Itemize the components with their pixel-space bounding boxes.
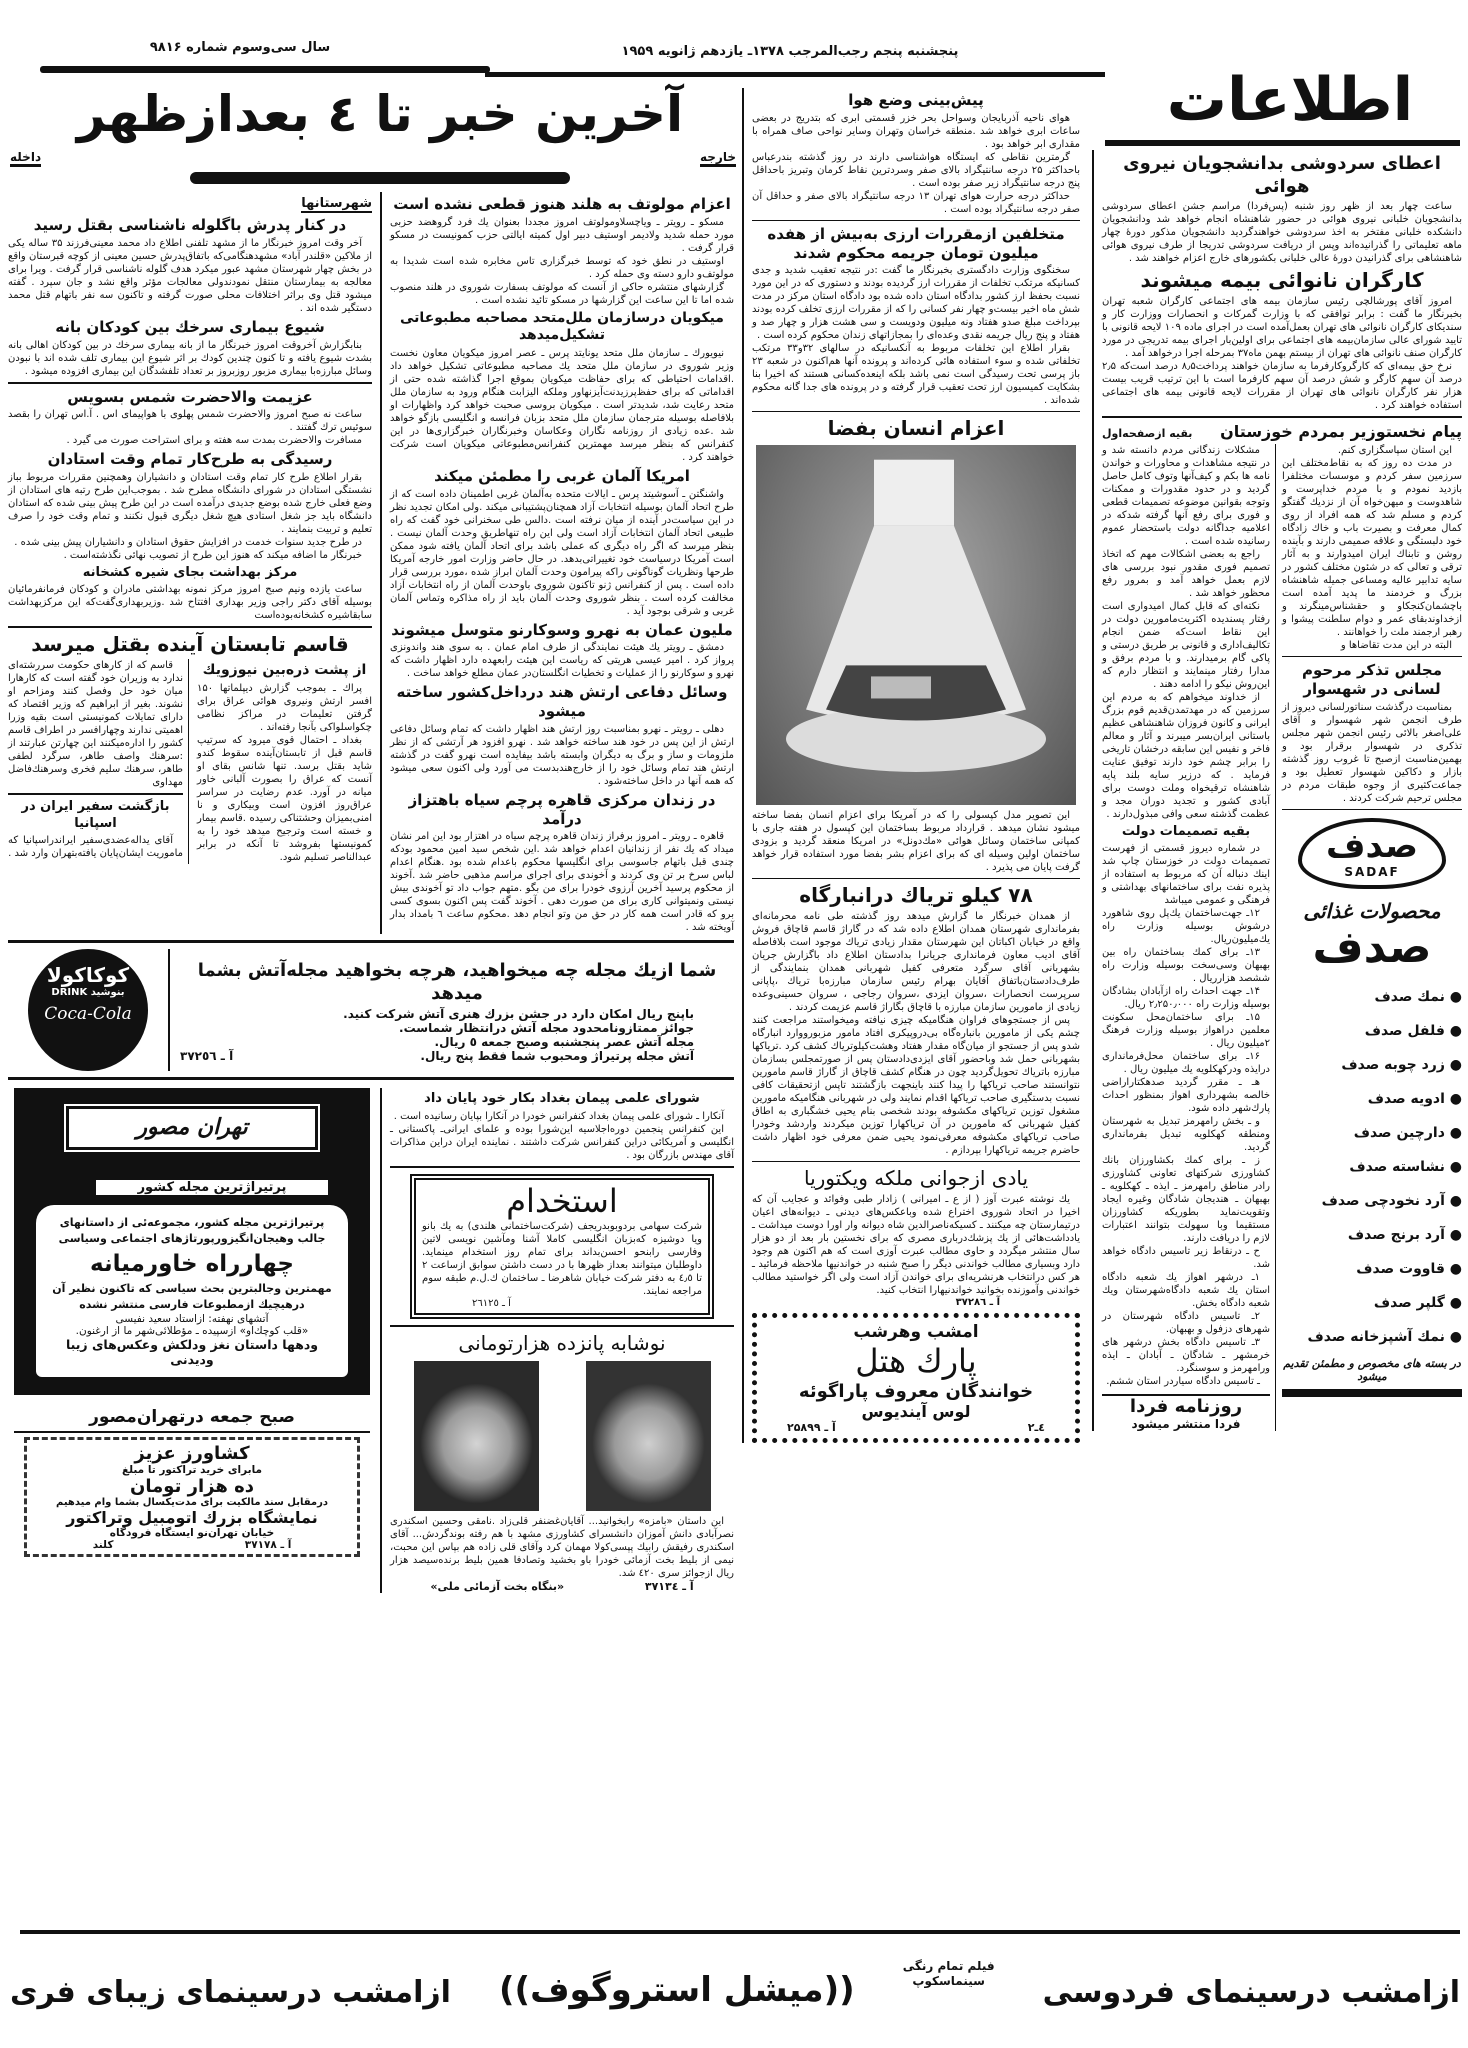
center-news (382, 192, 734, 934)
article-paragraph: مسافرت والاحضرت بمدت سه هفته و برای استراحت صورت می گیرد . (66, 435, 362, 447)
section-rule (752, 411, 1080, 412)
atash-line: باپنج ریال امکان دارد در جشن بزرك هنری آتش شرکت کنید. (343, 1007, 694, 1022)
section-rule (8, 382, 372, 384)
sadaf-ad (1282, 818, 1462, 1398)
product-item: ● فلفل صدف (1364, 1023, 1462, 1040)
space-capsule-photo (756, 445, 1076, 805)
section-rule (390, 1166, 734, 1168)
headline-bar (190, 172, 570, 184)
ad-code: آ ـ ۳۷۱۷۸ (244, 1539, 292, 1551)
article-title: در کنار پدرش باگلوله ناشناسی بقتل رسید (33, 216, 347, 234)
tractor-amount: ده هزار تومان (130, 1476, 254, 1497)
tomorrow-title: روزنامه فردا (1129, 1396, 1243, 1418)
article-paragraph: گزارشهای منتشره حاکی از آنست که مولوتف بسفارت شوروی در هلند منصوب شده اما تا این ساعت این گزارشها در مسکو تائید نشده است . (390, 281, 734, 306)
footer-rule (20, 1930, 1460, 1934)
masthead-logo: اطلاعات (1166, 65, 1414, 135)
article-paragraph: گرمترین نقاطی که ایستگاه هواشناسی دارند در روز گذشته بندرعباس باحداکثر ۲۵ درجه سانتیگراد بالای صفر وسردترین نقاط کرمان وتبریز باحداقل پنج درجه سانتیگراد زیر صفر بوده است . (752, 151, 1080, 189)
park-hotel-line2: خوانندگان معروف پاراگوئه (798, 1380, 1034, 1402)
column-divider (168, 949, 170, 1071)
article-paragraph: دمشق ـ رویتر یك هیئت نمایندگی از طرف امام عمان . به سوی هند واندونزی پرواز کرد . امیر عیسی هریتی که ریاست این هیئت رابعهده دارد اظهار داشت که نهرو و سوکارنو را از عملیات و تخطیات انگلستان‌در عمان مطلع خواهد ساخت . (390, 642, 734, 680)
drink-fa: بنوشید (90, 987, 125, 999)
article-paragraph: نکته‌ای که قابل کمال امیدواری است رفتار پسندیده اکثریت‌مامورین دولت در این نقاط است‌که ضمن انجام تکالیف‌اداری و قانونی بر طریق درستی و پاکی گام برمیدارند. و با مردم برفق و مدارا رفتار مینمایند و انتظار دارم که این‌روش نیکو را ادامه دهند . (1102, 601, 1270, 690)
article-title: مرکز بهداشت بجای شیره کشخانه (82, 565, 298, 580)
headline-banner: آخرین خبر تا ٤ بعدازظهر (76, 85, 684, 143)
cinema-banner (10, 1940, 1460, 2010)
article-paragraph: آنکارا ـ شورای علمی پیمان بغداد کنفرانس خودرا در آنکارا بپایان رسانیده است . (393, 1110, 724, 1122)
cocacola-ad (28, 949, 148, 1071)
article-title: کارگران نانوائی بیمه میشوند (1140, 268, 1424, 292)
estekhdam-title: استخدام (506, 1181, 618, 1220)
article-title: ملیون عمان به نهرو وسوکارنو متوسل میشوند (391, 620, 733, 639)
tractor-signature: کلند (92, 1539, 114, 1551)
article-paragraph: حداکثر درجه حرارت هوای تهران ۱۳ درجه سانتیگراد بالای صفر و حداقل آن صفر درجه سانتیگراد بوده است . (752, 190, 1080, 215)
article-title: متخلفین ازمقررات ارزی به‌بیش از هفده میلیون تومان جریمه محکوم شدند (767, 224, 1065, 262)
product-item: ● ادویه صدف (1367, 1091, 1462, 1108)
banner-tag: فیلم تمام رنگی (902, 1959, 995, 1974)
khuzestan-header (1102, 422, 1462, 441)
article-paragraph: راجع به بعضی اشکالات مهم که اتخاذ تصمیم فوری مقدور نبود بررسی های لازم بعمل خواهد آمد و بمرور رفع محظور خواهد شد . (1102, 549, 1270, 599)
ad-band (8, 943, 734, 1077)
article-title: قاسم تابستان آینده بقتل میرسد (31, 632, 349, 657)
section-rule (8, 1077, 734, 1080)
date-line: پنجشنبه پنجم رجب‌المرجب ۱۳۷۸ـ یازدهم ژانویه ۱۹۵۹ (621, 44, 959, 59)
article-paragraph: هـ ـ مقرر گردید صدهکتاراراضی خالصه بشهرداری اهواز بمنظور احداث پارك‌شهر داده شود. (1102, 1077, 1270, 1115)
section-rule (8, 626, 372, 628)
section-label: شهرستانها (301, 196, 372, 211)
article-paragraph: ۱۶ـ برای ساختمان محل‌فرمانداری درایذه ودرکهکلویه یك میلیون ریال . (1102, 1051, 1270, 1076)
product-item: ● زرد چوبه صدف (1341, 1057, 1462, 1074)
article-paragraph: این کنفرانس پنجمین دوره‌اجلاسیه این‌شورا بوده و علمای ایرانی‌ـ پاکستانی ـ انگلیسی و آمریکائی دراین کنفرانس شرکت داشتند . نماینده ایران دراین مذاکرات آقای مهندس بازرگان بود . (390, 1123, 734, 1161)
article-title: عزیمت والاحضرت شمس بسویس (67, 387, 313, 406)
article-paragraph: در مدت ده روز که به نقاط‌مختلف این سرزمین سفر کردم و موسسات مختلفرا بازدید نمودم و با مردم خداپرست و شاهدوست و میهن‌خواه آن از نزدیك گفتگو کردم و مسلم شد که همه افراد از روی کمال معرفت و بصیرت باب و خاك زادگاه خود دلبستگی و علاقه صمیمی دارند و بآینده روشن و تابناك ایران امیدوارند و به آثار ترقی و تعالی که در شئون مختلف کشور در سایه تدابیر عالیه ومساعی جمیله شاهنشاه بزرگ و خردمند ما پدید آمده است باچشمان‌کنجکاو و حقشناس‌مینگرند و ازخداوندبقای عمر و دوام سلطنت پیشوا و رهبر ارجمند ملت را خواهانند . (1282, 458, 1462, 638)
lottery-org: «بنگاه بخت آزمائی ملی» (430, 1579, 565, 1593)
product-item: ● آرد نخودچی صدف (1321, 1193, 1462, 1210)
atash-title: شما ازیك مجله چه میخواهید، هرچه بخواهید مجله‌آتش بشما میدهد (197, 960, 717, 1004)
park-hotel-line1: امشب وهرشب (853, 1322, 979, 1343)
tractor-address: خیابان تهران‌نو ایستگاه فرودگاه (109, 1527, 275, 1539)
article-paragraph: پراك ـ بموجب گزارش دیپلماتها ۱۵۰ افسر ارتش ونیروی هوائی عراق برای گرفتن تعلیمات در مراکز نظامی چکواسلواکی بآنجا رفته‌اند . (197, 682, 372, 733)
tehran-mosavar-banner: پرتیراژترین مجله کشور (96, 1180, 328, 1195)
tractor-line1: مابرای خرید تراکتور تا مبلغ (121, 1464, 263, 1476)
tm-desc: مهمترین وجالبترین بحث سیاسی که تاکنون نظیر آن درهیچیك ازمطبوعات فارسی منتشر نشده (52, 1282, 332, 1312)
article-title: رسیدگی به طرح‌کار تمام وقت استادان (47, 450, 333, 469)
article-paragraph: ـ تاسیس دادگاه سیاردر استان ششم. (1106, 1376, 1260, 1388)
tractor-ad (24, 1437, 360, 1557)
article-paragraph: ۳ـ تاسیس دادگاه بخش درشهر های خرمشهر ـ شادگان ـ آبادان ـ ایذه ورامهرمز و سوسنگرد. (1102, 1337, 1270, 1375)
article-paragraph: البته در این مدت تقاضاها و (1340, 640, 1452, 651)
article-paragraph: ۱۲ـ جهت‌ساختمان یك‌پل روی شاهورد درشوش بوسیله وزارت راه یك‌میلیون‌ریال. (1102, 908, 1270, 946)
tm-item: آتشهای نهفته: ازاستاد سعید نفیسی (115, 1313, 269, 1325)
article-paragraph: از همدان خبرنگار ما گزارش میدهد روز گذشته طی نامه محرمانه‌ای بفرمانداری شهرستان همدان اطلاع داده شد که در گاراژ قاسم قاچاق فروش واقع در خیابان اکباتان این شهرستان مقدار زیادی تریاك موجود است بلافاصله آقای ادیب معاون فرمانداری جریانرا بدادستان اطلاع داد باگزارش جریان بشهربانی آقای سرگرد متعرفی کفیل شهربانی همدان بنمایندگی از طرف‌دادستان‌باتفاق آقایان بهرام رئیس سازمان مبارزه‌با تریاك ،پاپانی سرپرست انحصارات ،سروان ایزدی ،سروان رجاجی ، سروان حسینی‌وعده زیادی از مامورین سازمان مبارزه با قاچاق بگاراژ قاسم عزیمت کردند . (752, 911, 1080, 1014)
article-title: وسائل دفاعی ارتش هند درداخل‌کشور ساخته میشود (396, 683, 728, 720)
article-paragraph: بنابگزارش آخروقت امروز خبرنگار ما از بانه بیماری سرخك در بین کودکان اهالی بانه بشدت شیوع یافته و تا کنون چندین کودك بر اثر شیوع این بیماری تلف شده اند با نبودن وسائل مبارزه‌با بیماری مزبور روزبروز بر تعداد تلفشدگان این بیماری افزوده میشود . (8, 339, 372, 377)
lottery-title: نوشابه پانزده هزارتومانی (458, 1330, 666, 1355)
khuzestan-col-a (1282, 444, 1462, 1431)
tm-feature: چهارراه خاورمیانه (90, 1251, 294, 1278)
article-title: پیام نخستوزیر بمردم خوزستان (1220, 422, 1462, 441)
section-rule (752, 1161, 1080, 1162)
article-title: در زندان مرکزی قاهره پرچم سیاه باهتزاز درآمد (408, 790, 716, 828)
sadaf-logo-fa: صدف (1326, 825, 1418, 866)
article-paragraph: ز ـ برای کمك بکشاورزان بانك کشاورزی شرکتهای تعاونی کشاورزی رادر مناطق رامهرمز ـ ایذه ـ کهکلویه ـ بهبهان ـ هندیجان شادگان وغیره ایجاد وتقویت‌نماید بطوریکه کشاورزان مستقیما وبا سهولت بتوانند اعتبارات لازم را دریافت دارند. (1102, 1155, 1270, 1245)
estekhdam-body: شرکت سهامی بردوبوبدریجف (شرکت‌ساختمانی هلندی) به یك بانو ویا دوشیزه که‌بزبان انگلیسی کاملا آشنا ومآشین نویسی لاتین وفارسی رابنحو احسن‌بداند برای تمام روز استخدام مینماید. داوطلبان میتوانند بعداز ظهرها با در دست داشتن سوابق ازساعت ۲ تا ٤٫٥ به دفتر شرکت خیابان شاهرضا ـ ساختمان ك.ل.م طبقه سوم مراجعه نمایند. (422, 1220, 702, 1297)
issue-line: سال سی‌وسوم شماره ۹۸۱۶ (149, 40, 331, 55)
capsule-illustration (756, 445, 1076, 805)
park-hotel-name: پارك هتل (855, 1342, 977, 1381)
article-paragraph: پس از جستجوهای فراوان هنگامیکه چیزی نیافته ومیخواستند مراجعت کنند چشم یکی از مامورین بانباره‌گاه بی‌درو‌پیکری افتاد مامور مزبورووارد انبارگاه شدو پس از جستجو از میان‌گاه مقدار هفتاد وهشت‌کیلوتریاك کشف کرد .تریاکها بشهربانی حمل شد وباحضور آقای ایزدی‌دادستان پس از صورتمجلس بسازمان مبارزه باتریاك تحویل‌گردید چون در هنگام کشف قاچاق از گاراژ قاسم مامورین نتوانستند صاحب تریاکها را پیدا کنند باینجهت بازگشتند تاپس ازتحقیقات کافی نسبت بدستگیری صاحب تریاکها اقدام نمایند ولی در شهربانی هنگامیکه مامورین مشغول توزین تریاکهای مکشوفه بودند شخصی بنام یحیی خشگباری به اطاق کفیل شهربانی که مامورین در آن تریاکهارا توزین میکردند واردشد وخودرا صاحب تریاکهای مکشوفه معرفی‌نمود یحیی ضمن معرفی خود اظهار داشت حاضرم جریمه تریاکهارا بپردازم . (752, 1015, 1080, 1157)
article-paragraph: آخر وقت امروز خبرنگار ما از مشهد تلفنی اطلاع داد محمد معینی‌فرزند ۳۵ ساله یکی از ملاکین «قلندر آباد» مشهدهنگامی‌که باتفاق‌پدرش حسین معینی از کوچه قبرستان واقع در بخش چهار شهرستان مشهد عبور میکرد هدف گلوله ناشناسی قرار گرفت . ویرا برای معالجه به بیمارستان منتقل نمودندولی معالجات مؤثر واقع نشد و جان سپرد . گفته میشود قتل وی براثر اختلافات محلی صورت گرفته و تاکنون سه نفر باتهام قتل محمد دستگیر شده اند . (8, 237, 372, 314)
atash-line: آتش مجله پرتیراژ ومحبوب شما فقط پنج ریال. (420, 1049, 694, 1064)
qasim-col-b (8, 659, 189, 864)
masthead-rule (1105, 140, 1460, 146)
left-ads (8, 1088, 382, 1593)
article-paragraph: از خداوند میخواهم که به مردم این سرزمین که در مهدتمدن‌قدیم قوم بزرگ ایرانی و کانون فروزان شاهنشاهی عظیم باستانی ایران‌بسر میبرند و آثار و معالم فاخر و نفیس این سابقه درخشان تاریخی را برابر چشم خود دارند توفیق عنایت فرماید . که درزیر سایه بلند پایه شاهنشاه ترقیخواه وملت دوست برای آبادی کشور و تجدید دوران مجد و عظمت گذشته سعی وافی مبذول‌دارند . (1101, 692, 1270, 820)
right-column (1092, 150, 1462, 1431)
article-paragraph: و ـ بخش رامهرمز تبدیل به شهرستان ومنطقه کهکلویه تبدیل بفرمانداری گردید. (1102, 1116, 1270, 1154)
article-title: اعطای سردوشی بدانشجویان نیروی هوائی (1123, 153, 1441, 197)
continued-label: بقیه ازصفحه‌اول (1102, 427, 1193, 440)
atash-line: جوائز ممتازونامحدود مجله آتش درانتظار شماست. (399, 1021, 694, 1036)
article-title: اعزام مولوتف به هلند هنوز قطعی نشده است (393, 195, 731, 213)
article-paragraph: اوستیف در نطق خود که توسط خبرگزاری تاس مخابره شده است شدیدا به مولوتف‌و دارو دسته وی حمله کرد . (390, 255, 734, 280)
article-paragraph: بمناسبت درگذشت سناتورلسانی دیروز از طرف انجمن شهر شهسوار و آقای علی‌اصغر بالائی رئیس انجمن شهر مجلس تذکری در شهسوار برقرار بود و بهمین‌مناسبت ازصبح تا غروب روز گذشته بازار و دکاکین شهسوار تعطیل بود و جماعت‌کثیری از وجوه طبقات مردم در مجلس ترحیم شرکت کردند . (1282, 701, 1462, 804)
article-title: شورای علمی پیمان بغداد بکار خود پایان داد (424, 1091, 700, 1107)
article-paragraph: خبرنگار ما اضافه میکند که هنوز این طرح از تصویب نهائی نگذشته‌است . (63, 550, 362, 561)
section-rule (1282, 809, 1462, 810)
sadaf-tagline: محصولات غذائی (1303, 898, 1441, 923)
article-title: پیش‌بینی وضع هوا (848, 91, 984, 109)
middle-ads (382, 1088, 734, 1593)
ad-code: آ ـ ۳۷۲٥٦ (180, 1049, 234, 1064)
article-title: مجلس تذکر مرحوم لسانی در شهسوار (1301, 661, 1443, 698)
article-title: امریکا آلمان غربی را مطمئن میکند (434, 466, 690, 485)
article-paragraph: ساعت چهار بعد از ظهر روز شنبه (پس‌فردا) مراسم جشن اعطای سردوشی بدانشجویان خلبانی نیروی هوائی در حضور شاهنشاه انجام خواهد شد ودانشجویان دانشکده خلبانی مفتخر به اخذ سردوشی خواهندگردید دانشجویان مذکور دورهٔ چهار ماهه تعلیماتی را گذرانیده‌اند وپس از دریافت سردوشی تدریجا از طرف نیروی هوائی شاهنشاهی برای گذرانیدن دورهٔ عالی خلبانی بکشورهای خارج اعزام خواهند شد . (1102, 201, 1462, 264)
article-title: بازگشت سفیر ایران در اسپانیا (21, 799, 170, 831)
article-paragraph: یك نوشته عبرت آوز ( از ع ـ امیرانی ) زادار طبی وفوائد و عجایب آن که اخیرا در اتحاد شوروی اختراع شده وباعکس‌های دیدنی ـ دیوانه‌های اعیان درتیمارستان چه میکنند ـ کسیکه‌ناصرالدین شاه دیوانه وار اورا دوست میداشت ـ یادداشت‌هائی از یك پزشك‌درباری مصری که برای نخستین بار بعد از دو هزار سال منتشر میگردد و حاوی مطالب عبرت آوزی است که هم اکنون هم وجود دارد وبسیاری مطالب خواندنی دیگر را صبح شنبه در خواندنیها ملاحظه فرمائید ـ هر کس درانتخاب هرنشریه‌ای برای خواندن آزاد است ولی اگر خواستید مطالب خواندنی وآموزنده بخوانید خواندنیهارا انتخاب کنید. (752, 1194, 1080, 1297)
article-subtitle: از پشت ذره‌بین نیوزویك (202, 662, 367, 679)
sadaf-product-list (1282, 989, 1462, 1345)
article-paragraph: قاسم که از کارهای حکومت سررشته‌ای ندارد به وزیران خود گفته است که کارهارا میان خود حل وفصل کنند ومزاحم او نشوند. بغیر از ابراهیم که وزیر اقتصاد که دارای تمایلات کمونیستی است بقیه وزرا اهمیتی ندارند وچهارافسر در اطراف قاسم کشور را اداره‌میکنند این چهارتن عبارتند از :سرهنك واصف طاهر، سرگرد لطفی طاهر، سرهنك سلیم فخری وسرهنك‌فاضل مهداوی (8, 660, 183, 789)
tehran-mosavar-logo: تهران مصور (66, 1106, 318, 1150)
tractor-title: کشاورز عزیز (134, 1443, 250, 1464)
article-paragraph: امروز آقای پورشالچی رئیس سازمان بیمه های اجتماعی کارگران شعبه تهران بخبرنگار ما گفت : برابر توافقی که با وزارت گمرکات و انحصارات ووزارت کار و سندیکای کارگران نانوائی های تهران بعمل‌آمده است در اجرای ماده ۱۰۹ لایحه قانونی با تایید شورای عالی سازمان‌بیمه های اجتماعی برای اولین‌بار اجرای بیمه تدریجی در مورد کارگران صنف نانوائی های تهران از بیستم بهمن ماه۳۷ بمرحله اجرا درخواهد آمد . (1102, 296, 1462, 359)
khuzestan-col-b (1102, 444, 1276, 1431)
article-paragraph: این استان سپاسگزاری کنم. (1337, 445, 1452, 456)
ad-code: ٤ـ۲ (1027, 1420, 1045, 1434)
banner-left: ازامشب درسینمای زیبای فری (10, 1975, 451, 2010)
drink-en: DRINK (51, 987, 88, 999)
banner-right: ازامشب درسینمای فردوسی (1042, 1975, 1460, 2010)
left-block (8, 192, 734, 1593)
tomorrow-box (1102, 1394, 1270, 1431)
article-title: بقیه تصمیمات دولت (1121, 824, 1251, 839)
tehran-mosavar-ad (14, 1088, 370, 1395)
centerright-column (742, 88, 1086, 1443)
ad-code: آ ـ ۲٦۱۲٥ (472, 1297, 511, 1309)
article-title: اعزام انسان بفضا (827, 416, 1005, 441)
banner-film-title: ((میشل استروگوف)) (498, 1970, 855, 2010)
left-news (8, 192, 382, 934)
tomorrow-subtitle: فردا منتشر میشود (1131, 1417, 1241, 1432)
park-hotel-line3: لوس آیندیوس (861, 1401, 971, 1421)
product-item: ● آرد برنج صدف (1347, 1227, 1462, 1244)
article-paragraph: ۱ـ درشهر اهواز یك شعبه دادگاه استان یك شعبه دادگاه‌شهرستان ویك شعبه دادگاه بخش. (1102, 1272, 1270, 1310)
article-paragraph: دهلی ـ رویتر ـ نهرو بمناسبت روز ارتش هند اظهار داشت که تمام وسائل دفاعی ارتش از این پس در خود هند ساخته خواهد شد . نهرو افزود هر آرتشی که از نظر ملزومات و ساز و برگ به دیگران وابسته باشد بیفایده است نهرو گفت در گذشته ارتش هند تمام وسائل خود را از خارج‌هندبدست می آورد ولی اکنون سعی میشود که همه آنها در داخل ساخته‌شود . (390, 723, 734, 787)
park-hotel-ad (752, 1313, 1080, 1442)
article-paragraph: ۱۳ـ برای کمك بساختمان راه بین بهبهان وسی‌سخت بوسیله وزارت راه ششصد هزارریال . (1102, 947, 1270, 985)
section-rule (752, 878, 1080, 879)
sadaf-bar (1282, 1389, 1462, 1397)
section-rule (390, 1325, 734, 1327)
atash-ad (170, 957, 734, 1063)
article-paragraph: سخنگوی وزارت دادگستری بخبرنگار ما گفت :در نتیجه تعقیب شدید و جدی کسانیکه مرتکب تخلفات از مقررات ارز گردیده بودند و دستوری که در این مورد نسبت بحفظ ارز کشور بدادگاه استان داده شده بود دادگاه استان مرکز در مدت شش ماه اخیر بیست‌و چهار نفر کسانی را که از مقررات ارزی تخلف کرده بودند بپرداخت مبلغ صدو هفتاد ونه میلیون ودویست و سی هشت هزار و چهار صد و هفتاد و پنج ریال جریمه نقدی وعده‌ای را بمجازاتهای زندان محکوم کرده است . (752, 265, 1080, 342)
tm-intro: پرتیراژترین مجله کشور، مجموعه‌ئی از داستانهای جالب وهیجان‌انگیزورپورتاژهای اجتماعی وسیاسی (58, 1216, 326, 1246)
section-rule (14, 1431, 370, 1433)
article-paragraph: ح ـ درنقاط زیر تاسیس دادگاه خواهد شد. (1102, 1246, 1270, 1271)
portrait-photo (586, 1361, 711, 1511)
article-paragraph: مشکلات زندگانی مردم دانسته شد و در نتیجه مشاهدات و محاورات و خواندن نامه ها بکم و کیف‌آنها وتوف کامل حاصل گردید و در حدود مقدورات و ممکنات وتوجه بقوانین موضوعه تصمیمات قطعی و فوری برای رفع آنها گرفته شدکه در اعلامیه جداگانه دولت باستحضار عموم رسانیده شده است . (1102, 445, 1270, 547)
article-title: یادی ازجوانی ملکه ویکتوریا (803, 1166, 1029, 1191)
ad-code: آ ـ ۳۷۱۳٤ (644, 1579, 694, 1593)
product-item: ● قاووت صدف (1356, 1261, 1462, 1278)
ad-code: آ ـ ۲۵۸۹۹ (787, 1420, 836, 1434)
tm-item: «قلب کوچك‌او» ازسپیده ـ مؤطلائی‌شهر ما از ارغنون. (75, 1325, 309, 1337)
product-item: ● دارچین صدف (1353, 1125, 1462, 1142)
article-paragraph: ساعت نه صبح امروز والاحضرت شمس پهلوی با هواپیمای اس . آ.اس تهران را بقصد سوئیس ترك گفتند . (8, 409, 372, 434)
article-paragraph: ۱۴ـ جهت احداث راه ازآبادان بشادگان بوسیله وزارت راه ۲٫۲۵۰٫۰۰۰ ریال. (1102, 986, 1270, 1011)
article-title: شیوع بیماری سرخك بین کودکان بانه (55, 317, 325, 336)
article-paragraph: بقرار اطلاع این تخلفات مربوط به آنکسانیکه در سالهای ۳۲و۳۳ مرتکب تخلفاتی شده و سوء استفاده هائی کرده‌اند و پرونده آنها هم‌اکنون در شعبه ۲۳ باز پرسی تحت رسیدگی است نمی باشد بلکه اینعده‌کسانی هستند که اخیرا بنا بشکایت کمیسیون ارز تحت تعقیب قرار گرفته و در پرونده های جدا گانه محکوم شده‌اند . (752, 343, 1080, 407)
article-paragraph: ۲ـ تاسیس دادگاه شهرستان در شهرهای دزفول و بهبهان. (1102, 1311, 1270, 1336)
tractor-line2: درمقابل سند مالکیت برای مدت‌یکسال بشما وام میدهیم (56, 1497, 328, 1508)
article-paragraph: نیویورك ـ سازمان ملل متحد یونایتد پرس ـ عصر امروز میکویان معاون نخست وزیر شوروی در سازمان ملل متحد یك مصاحبه مطبوعاتی تشکیل خواهد داد .اقدامات احتیاطی که برای حفاظت میکویان بموقع اجرا گذاشته شده حتی از اقداماتی که برای حفظ‌پرزیدنت‌آیزنهاور وملکه الیزابت هنگام ورود به سازمان ملل متحد رعایت شد، شدیدتر است . میکویان بروسی صحبت خواهد کرد واظهارات او بلافاصله بوسیله مترجمان سازمان ملل متحد بزبان فرانسه و انگلیسی بازگو خواهد شد .عده زیادی از روزنامه نگاران وعکاسان وخبرنگاران خبرگزاری‌ها در این کنفرانس که بنظر میرسد مهمترین کنفرانس‌مطبوعاتی میکویان است شرکت خواهند کرد . (390, 347, 734, 463)
portrait-photo (414, 1361, 539, 1511)
section-rule (752, 220, 1080, 221)
product-item: ● نشاسته صدف (1349, 1159, 1462, 1176)
header-rule-right (485, 72, 1105, 77)
photo-caption: این تصویر مدل کپسولی را که در آمریکا برای اعزام انسان بفضا ساخته میشود نشان میدهد . قرارداد مربوط بساختمان این کپسول در هفته جاری با کمپانی ساختمان وسائل هوائی «مك‌دونل» در امریکا منعقد گردید و بزودی ساختمان اولین وسیله ای که برای اعزام بشر بفضا مورد استفاده قرار خواهد گرفت پایان می پذیرد . (752, 810, 1080, 874)
section-rule (1102, 416, 1462, 418)
sadaf-brand: صدف (1312, 921, 1432, 973)
tm-closing: ودهها داستان نغز ودلکش وعکس‌های زیبا ودیدنی (65, 1337, 319, 1367)
estekhdam-ad (410, 1174, 714, 1319)
article-paragraph: آقای یداله‌عضدی‌سفیر ایراندراسپانیا که ماموریت ایشان‌پایان یافته‌بتهران وارد شد . (8, 834, 183, 859)
label-domestic: داخله (10, 150, 41, 167)
article-paragraph: بغداد ـ احتمال قوی میرود که سرتیپ قاسم قبل از تابستان‌آینده سقوط کندو شاید بقتل برسد. تنها شانس بقای او آنست که عراق را بصورت آلبانی خاور میانه در آورد. عدم رضایت در سراسر عراق‌روز افزون است وبیکاری و نا امنی‌بمیزان وحشتناکی رسیده .قاسم بیمار و خسته است وترجیح میدهد خود را به کمونیستها بفروشد تا آنکه در برابر عبدالناصر تسلیم شود. (197, 734, 372, 863)
article-paragraph: در شماره دیروز قسمتی از فهرست تصمیمات دولت در خوزستان چاپ شد اینك دنباله آن که مربوط به استفاده از پذیره نفت برای ساختمانهای بهداشتی و فرهنگی و عمومی میباشد (1102, 843, 1270, 907)
article-title: میکویان درسازمان ملل‌متحد مصاحبه مطبوعاتی تشکیل‌میدهد (400, 309, 724, 344)
product-item: ● نمك صدف (1374, 989, 1462, 1006)
article-paragraph: نرخ حق بیمه‌ای که کارگروکارفرما به سازمان خواهند پرداخت۸٫۵ درصد است‌که ۲٫۵ درصد آن سهم کارگر و شش درصد آن سهم کارفرما است با این ترتیب قریب بیست هزار نفر کارگران نانوائی های تهران از مقررات لایحه قانونی بیمه های اجتماعی استفاده خواهند کرد . (1102, 361, 1462, 411)
cocacola-fa: کوکاکولا (46, 963, 130, 988)
article-paragraph: ساعت یازده ونیم صبح امروز مرکز نمونه بهداشتی مادران و کودکان فرمانفرمائیان بوسیله آقای دکتر راجی وزیر بهداری افتتاح شد .وزیربهداری‌گفت‌که این مرکزبهداشت سابقاشیره کشخانه‌بوده‌است (8, 584, 372, 622)
product-item: ● گلپر صدف (1373, 1295, 1462, 1312)
article-paragraph: قاهره ـ رویتر ـ امروز برفراز زندان قاهره پرچم سیاه در اهتزار بود این امر نشان میداد که یك نفر از زندانیان اعدام خواهد شد .این شخص سید امین محمود بودکه چندی قبل باتهام جاسوسی برای انگلیسها محکوم باعدام شده بود .هنگام اعدام لباس سرخ بر تن وی کردند و آخوندی برای اجرای مراسم مذهبی حاضر شد .آخوند از محکوم پرسید آخرین آرزوی خودرا برای من بگو .متهم جواب داد تو آخوندی بیش نیستی ونمیتوانی کاری برای من صورت دهی . آخوند گفت پس اکنون بسوی کسی برو که قادر است همه کار در حق من وتو انجام دهد .محکوم ساعت ٦ بامداد بدار آویخته شد . (390, 831, 734, 934)
tm-friday: صبح جمعه درتهران‌مصور (89, 1407, 295, 1427)
tractor-company: نمایشگاه بزرك اتومبیل وتراکتور (66, 1508, 318, 1527)
qasim-col-a (197, 659, 372, 864)
section-rule (8, 793, 183, 795)
sadaf-logo-en: SADAF (1344, 864, 1400, 879)
article-paragraph: ۱۵ـ برای ساختمان‌محل سکونت معلمین دراهواز بوسیله وزارت فرهنگ ۲میلیون ریال . (1102, 1012, 1270, 1050)
article-title: ۷۸ کیلو تریاك درانبارگاه (799, 883, 1033, 908)
article-paragraph: بقرار اطلاع طرح کار تمام وقت استادان و دانشیاران وهمچنین مقررات مربوط بباز نشستگی استادان در شورای دانشگاه مطرح شد . بموجب‌این طرح رتبه های استادان از وضع فعلی خارج شده بوضع جدیدی درآمده است در این طرح پیش بینی شده که استادان دانشگاه باید جز شغل استادی هیچ شغل دیگری قبول نکنند و تمام وقت خود را صرف تعلیم و تربیت بنمایند . (8, 472, 372, 535)
photo-caption: این داستان «بامزه» رابخوانید... آقایان‌غضنفر قلی‌زاد .نامقی وحسین اسکندری نصرآبادی دانش آموزان دانشسرای کشاورزی مشهد با هم رفته بوندگردش... آقای اسکندری رفیقش رابیك پپسی‌کولا مهمان کرد وآقای قلی زاده هم بپاس این محبت، نیمی از بلیط بخت آزمائی خودرا باو بخشید وتصادفا همین بلیط برنده‌سیصد هزار ریال ازجوائز سری ٤۲۰ شد. (390, 1515, 734, 1579)
article-paragraph: هوای ناحیه آذربایجان وسواحل بحر خزر قسمتی ابری که بتدریج در بعضی ساعات ابری خواهد شد .منطقه خراسان وتهران وسایر نواحی صاف همراه با مقداری ابر خواهد بود . (752, 112, 1080, 150)
cocacola-logo: Coca-Cola (44, 1004, 132, 1025)
sadaf-shell-logo (1298, 818, 1446, 889)
sadaf-footer: در بسته های مخصوص و مطمئن تقدیم میشود (1283, 1357, 1461, 1384)
article-paragraph: مسکو ـ رویتر ـ ویاچسلاومولوتف امروز مجددا بعنوان یك فرد گروهضد حزبی مورد حمله شدید ولادیمر اوستیف دبیر اول کمیته ایالتی حزب کمونیست در مسکو قرار گرفت . (390, 216, 734, 254)
article-paragraph: در طرح جدید سنوات خدمت در افزایش حقوق استادان و دانشیاران پیش بینی شده . (14, 537, 362, 548)
label-foreign: خارجه (700, 150, 736, 167)
header-rule-left (40, 66, 490, 73)
article-paragraph: واشنگتن ـ آسوشیتد پرس ـ ایالات متحده به‌آلمان غربی اطمینان داده است که از طرح اتحاد آلمان بوسیله انتخابات آزاد همچنان‌پشتیبانی میکند .ولی امکان تجدید نظر در این سیاست‌در آینده از میان نرفته است .دالس طی سخنرانی خود گفت که راه طبیعی اتحاد آلمان انتخابات آزاد است ولی این راه تنهاطریق وحدت آلمان نیست . بنظر میرسد که اگر راه دیگری که عملی باشد برای اتحاد آلمان یافته شود ممکن است آمریکا درسیاست خود تغییراتی‌بدهد. در حال حاضر وزارت امور خارجه آمریکا طرحها ونظریات گوناگونی راکه پیرامون وحدت آلمان ابراز شده ،مورد بررسی قرار داده است . پس از کنفرانس ژنو تاکنون شوروی باوحدت آلمان از راه انتخابات آزاد مخالفت کرده است . بنظر شوروی وحدت آلمان باید از راه مذاکره وتماس آلمان غربی و شرقی بوجود آید . (390, 488, 734, 617)
product-item: ● نمك آشپزخانه صدف (1307, 1329, 1462, 1346)
banner-tag: سینماسکوپ (912, 1973, 985, 1988)
ad-code: آ ـ ۳۷۲۸٦ (955, 1297, 1000, 1309)
atash-line: مجله آتش عصر پنجشنبه وصبح جمعه ٥ ریال. (434, 1035, 694, 1050)
section-rule (1282, 656, 1462, 657)
